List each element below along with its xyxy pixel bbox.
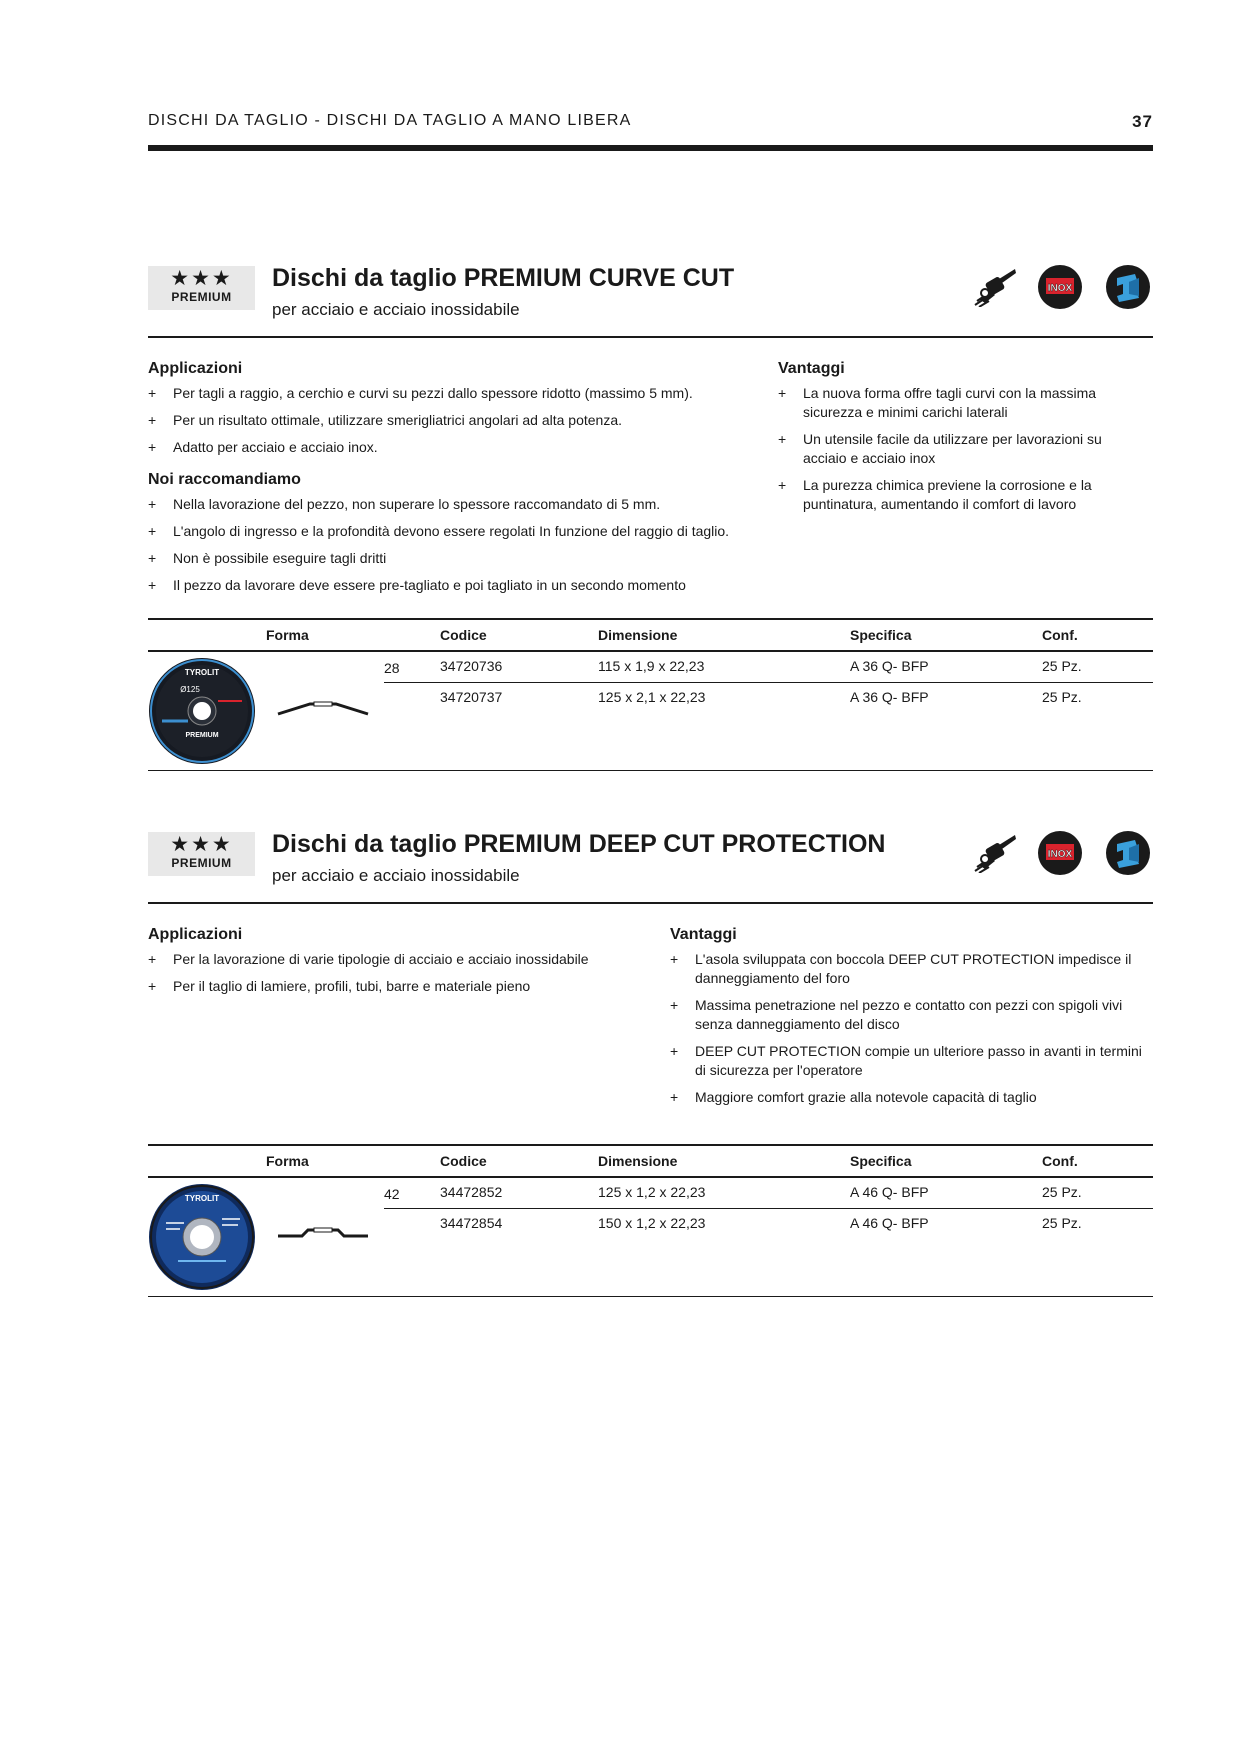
inox-label: INOX [1047,849,1073,860]
col-specifica: Specifica [850,627,912,643]
page-header [148,112,1153,152]
list-item: + Per un risultato ottimale, utilizzare smerigliatrici angolari ad alta potenza. [148,411,768,430]
applicazioni-heading: Applicazioni [148,360,243,377]
inox-label: INOX [1047,283,1073,294]
disc-image [148,1183,256,1291]
applicazioni-heading: Applicazioni [148,926,243,943]
list-item: + Non è possibile eseguire tagli dritti [148,549,768,568]
applicazioni-block [148,360,768,603]
cell-codice: 34472854 [440,1215,503,1231]
cell-codice: 34720736 [440,658,503,674]
cell-conf: 25 Pz. [1042,1184,1082,1200]
cell-dimensione: 150 x 1,2 x 22,23 [598,1215,706,1231]
forma-number: 28 [384,660,400,676]
table-body [148,652,1153,771]
cell-dimensione: 125 x 1,2 x 22,23 [598,1184,706,1200]
section-title: Dischi da taglio PREMIUM CURVE CUT [272,264,735,292]
list-item: + Un utensile facile da utilizzare per lavorazioni su acciaio e acciaio inox [778,430,1118,468]
list-item: + Nella lavorazione del pezzo, non superare lo spessore raccomandato di 5 mm. [148,495,768,514]
stars-icon: ★★★ [170,267,233,290]
page-number: 37 [1132,112,1153,131]
list-item: + L'asola sviluppata con boccola DEEP CUT PROTECTION impedisce il danneggiamento del foro [670,950,1153,988]
list-item: + DEEP CUT PROTECTION compie un ulteriore passo in avanti in termini di sicurezza per l'operatore [670,1042,1153,1080]
col-specifica: Specifica [850,1153,912,1169]
list-item: + Il pezzo da lavorare deve essere pre-tagliato e poi tagliato in un secondo momento [148,576,768,595]
disc-profile-icon [276,696,370,718]
cell-specifica: A 46 Q- BFP [850,1184,929,1200]
applicazioni-list [148,384,768,457]
cell-conf: 25 Pz. [1042,1215,1082,1231]
badge-label: PREMIUM [171,290,232,304]
table-header [148,618,1153,652]
list-item: + La nuova forma offre tagli curvi con la massima sicurezza e minimi carichi laterali [778,384,1118,422]
section-header [148,830,1153,904]
cell-specifica: A 36 Q- BFP [850,689,929,705]
section-body [148,338,1153,608]
list-item: + L'angolo di ingresso e la profondità devono essere regolati In funzione del raggio di taglio. [148,522,768,541]
disc-image [148,657,256,765]
disc-brand: TYROLIT [184,1194,220,1203]
product-table [148,618,1153,771]
table-row [384,652,1153,683]
cell-dimensione: 115 x 1,9 x 22,23 [598,658,705,674]
table-row [384,1178,1153,1209]
material-icons [973,264,1153,312]
col-codice: Codice [440,627,487,643]
col-conf: Conf. [1042,627,1078,643]
disc-size: Ø125 [180,685,200,694]
inox-icon [1037,830,1083,876]
col-codice: Codice [440,1153,487,1169]
header-rule [148,145,1153,151]
section-subtitle: per acciaio e acciaio inossidabile [272,300,520,319]
steel-icon [1105,264,1151,310]
disc-brand: TYROLIT [184,668,220,677]
list-item: + Adatto per acciaio e acciaio inox. [148,438,768,457]
table-row [384,683,1153,713]
table-row [384,1209,1153,1239]
vantaggi-heading: Vantaggi [670,926,737,943]
section-curve-cut [148,264,1153,739]
cell-conf: 25 Pz. [1042,689,1082,705]
vantaggi-list [670,950,1153,1107]
section-subtitle: per acciaio e acciaio inossidabile [272,866,520,885]
section-deep-cut [148,830,1153,1231]
applicazioni-block [148,926,648,1004]
list-item: + Per il taglio di lamiere, profili, tubi, barre e materiale pieno [148,977,648,996]
cell-codice: 34472852 [440,1184,503,1200]
disc-profile-icon [276,1222,370,1244]
material-icons [973,830,1153,878]
premium-badge [148,266,255,310]
cell-codice: 34720737 [440,689,503,705]
section-header [148,264,1153,338]
table-header [148,1144,1153,1178]
cell-specifica: A 36 Q- BFP [850,658,929,674]
angle-grinder-icon [973,833,1017,873]
col-forma: Forma [266,627,309,643]
disc-label: PREMIUM [185,732,219,739]
list-item: + Per la lavorazione di varie tipologie di acciaio e acciaio inossidabile [148,950,648,969]
section-title: Dischi da taglio PREMIUM DEEP CUT PROTECTION [272,830,886,858]
list-item: + La purezza chimica previene la corrosione e la puntinatura, aumentando il comfort di lavoro [778,476,1118,514]
raccomandiamo-list [148,495,768,595]
list-item: + Massima penetrazione nel pezzo e contatto con pezzi con spigoli vivi senza danneggiamento del disco [670,996,1153,1034]
cell-specifica: A 46 Q- BFP [850,1215,929,1231]
inox-icon [1037,264,1083,310]
stars-icon: ★★★ [170,833,233,856]
vantaggi-heading: Vantaggi [778,360,845,377]
list-item: + Per tagli a raggio, a cerchio e curvi su pezzi dallo spessore ridotto (massimo 5 mm). [148,384,768,403]
col-dimensione: Dimensione [598,627,678,643]
col-dimensione: Dimensione [598,1153,678,1169]
running-title: DISCHI DA TAGLIO - DISCHI DA TAGLIO A MANO LIBERA [148,112,632,129]
forma-number: 42 [384,1186,400,1202]
section-body [148,904,1153,1134]
col-forma: Forma [266,1153,309,1169]
vantaggi-block [778,360,1118,522]
raccomandiamo-heading: Noi raccomandiamo [148,471,301,488]
vantaggi-block [670,926,1153,1115]
table-body [148,1178,1153,1297]
applicazioni-list [148,950,648,996]
premium-badge [148,832,255,876]
steel-icon [1105,830,1151,876]
vantaggi-list [778,384,1118,514]
angle-grinder-icon [973,267,1017,307]
col-conf: Conf. [1042,1153,1078,1169]
cell-dimensione: 125 x 2,1 x 22,23 [598,689,706,705]
list-item: + Maggiore comfort grazie alla notevole capacità di taglio [670,1088,1153,1107]
badge-label: PREMIUM [171,856,232,870]
cell-conf: 25 Pz. [1042,658,1082,674]
product-table [148,1144,1153,1297]
